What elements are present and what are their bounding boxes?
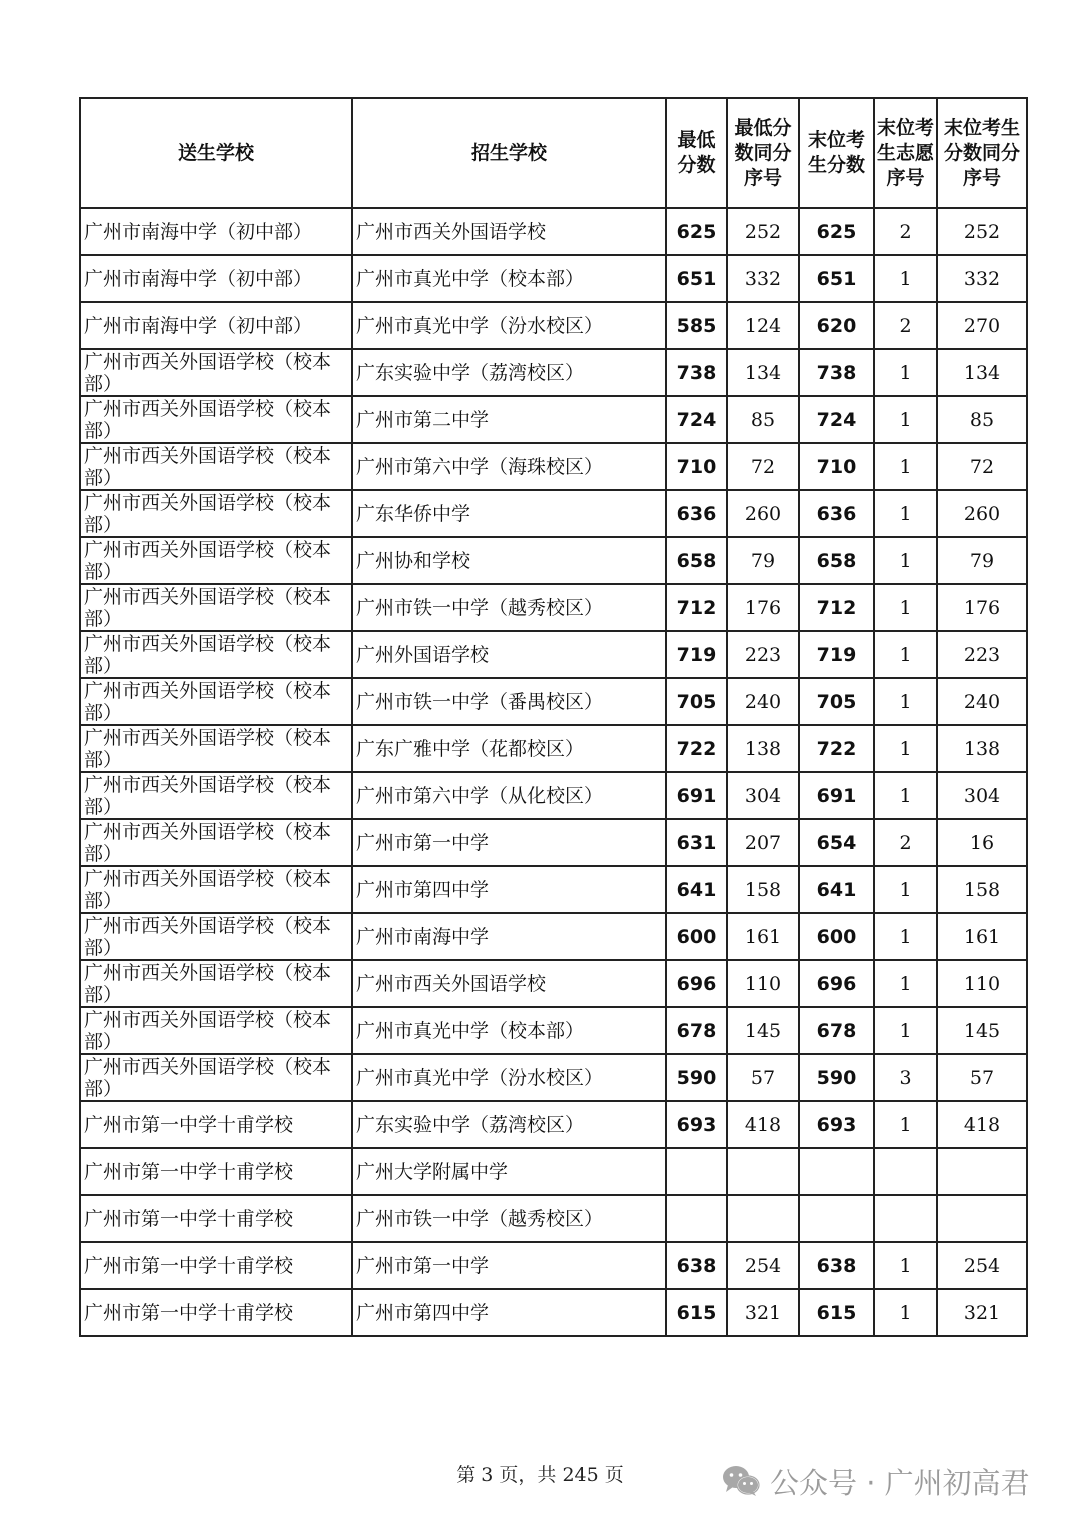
- cell-recruiting-school: 广州市真光中学（汾水校区）: [352, 302, 666, 349]
- cell-last-choice: 1: [874, 866, 937, 913]
- cell-last-rank: 138: [937, 725, 1027, 772]
- cell-sender-school: 广州市西关外国语学校（校本部）: [80, 349, 352, 396]
- cell-min-score-rank: 138: [727, 725, 799, 772]
- cell-last-choice: 1: [874, 725, 937, 772]
- cell-sender-school: 广州市西关外国语学校（校本部）: [80, 631, 352, 678]
- cell-last-choice: 1: [874, 960, 937, 1007]
- cell-last-choice: 1: [874, 913, 937, 960]
- cell-recruiting-school: 广州市铁一中学（番禺校区）: [352, 678, 666, 725]
- cell-recruiting-school: 广州市第四中学: [352, 866, 666, 913]
- cell-min-score-rank: 304: [727, 772, 799, 819]
- cell-recruiting-school: 广州市真光中学（校本部）: [352, 255, 666, 302]
- cell-min-score: 585: [666, 302, 727, 349]
- cell-last-score: 693: [799, 1101, 874, 1148]
- cell-last-choice: 1: [874, 1242, 937, 1289]
- cell-min-score: 693: [666, 1101, 727, 1148]
- table-row: [80, 584, 1027, 631]
- table-row: [80, 443, 1027, 490]
- table-row: [80, 631, 1027, 678]
- cell-sender-school: 广州市西关外国语学校（校本部）: [80, 537, 352, 584]
- cell-sender-school: 广州市西关外国语学校（校本部）: [80, 1007, 352, 1054]
- cell-min-score-rank: [727, 1148, 799, 1195]
- header-last-score: 末位考生分数: [799, 98, 874, 208]
- cell-recruiting-school: 广州协和学校: [352, 537, 666, 584]
- cell-last-score: 722: [799, 725, 874, 772]
- header-sender-school: 送生学校: [80, 98, 352, 208]
- cell-last-score: 691: [799, 772, 874, 819]
- cell-last-score: 724: [799, 396, 874, 443]
- cell-sender-school: 广州市西关外国语学校（校本部）: [80, 819, 352, 866]
- cell-min-score-rank: 176: [727, 584, 799, 631]
- table-row: [80, 725, 1027, 772]
- table-row: [80, 1289, 1027, 1336]
- cell-sender-school: 广州市西关外国语学校（校本部）: [80, 584, 352, 631]
- cell-sender-school: 广州市西关外国语学校（校本部）: [80, 866, 352, 913]
- cell-recruiting-school: 广州市第一中学: [352, 819, 666, 866]
- table-row: [80, 1242, 1027, 1289]
- cell-sender-school: 广州市西关外国语学校（校本部）: [80, 913, 352, 960]
- cell-min-score-rank: 223: [727, 631, 799, 678]
- cell-recruiting-school: 广州市铁一中学（越秀校区）: [352, 1195, 666, 1242]
- cell-last-choice: 1: [874, 349, 937, 396]
- cell-min-score-rank: 72: [727, 443, 799, 490]
- table-row: [80, 1195, 1027, 1242]
- header-last-choice: 末位考生志愿序号: [874, 98, 937, 208]
- cell-sender-school: 广州市南海中学（初中部）: [80, 255, 352, 302]
- cell-last-rank: 254: [937, 1242, 1027, 1289]
- cell-min-score: 678: [666, 1007, 727, 1054]
- table-row: [80, 866, 1027, 913]
- cell-recruiting-school: 广州市真光中学（校本部）: [352, 1007, 666, 1054]
- cell-last-score: 641: [799, 866, 874, 913]
- cell-min-score: 638: [666, 1242, 727, 1289]
- cell-min-score-rank: 85: [727, 396, 799, 443]
- cell-recruiting-school: 广州市真光中学（汾水校区）: [352, 1054, 666, 1101]
- cell-recruiting-school: 广东实验中学（荔湾校区）: [352, 1101, 666, 1148]
- cell-last-rank: [937, 1195, 1027, 1242]
- cell-recruiting-school: 广州市第二中学: [352, 396, 666, 443]
- cell-last-score: 696: [799, 960, 874, 1007]
- cell-last-score: 590: [799, 1054, 874, 1101]
- cell-min-score-rank: 158: [727, 866, 799, 913]
- cell-min-score-rank: 57: [727, 1054, 799, 1101]
- cell-last-choice: 1: [874, 443, 937, 490]
- cell-last-rank: 321: [937, 1289, 1027, 1336]
- cell-last-choice: 2: [874, 819, 937, 866]
- cell-min-score: 724: [666, 396, 727, 443]
- cell-min-score: 719: [666, 631, 727, 678]
- cell-last-rank: 270: [937, 302, 1027, 349]
- cell-min-score-rank: 240: [727, 678, 799, 725]
- cell-recruiting-school: 广州市第一中学: [352, 1242, 666, 1289]
- table-row: [80, 678, 1027, 725]
- cell-min-score-rank: 124: [727, 302, 799, 349]
- cell-min-score: 631: [666, 819, 727, 866]
- cell-recruiting-school: 广州市南海中学: [352, 913, 666, 960]
- score-table: [79, 97, 1028, 1337]
- cell-min-score: 625: [666, 208, 727, 255]
- cell-recruiting-school: 广州市西关外国语学校: [352, 208, 666, 255]
- cell-min-score: 615: [666, 1289, 727, 1336]
- cell-last-rank: 304: [937, 772, 1027, 819]
- cell-min-score: 705: [666, 678, 727, 725]
- cell-last-score: 638: [799, 1242, 874, 1289]
- cell-min-score-rank: 252: [727, 208, 799, 255]
- cell-last-rank: 79: [937, 537, 1027, 584]
- header-min-score: 最低分数: [666, 98, 727, 208]
- cell-recruiting-school: 广东华侨中学: [352, 490, 666, 537]
- cell-last-rank: 16: [937, 819, 1027, 866]
- cell-min-score: 651: [666, 255, 727, 302]
- header-min-score-rank: 最低分数同分序号: [727, 98, 799, 208]
- cell-sender-school: 广州市西关外国语学校（校本部）: [80, 678, 352, 725]
- table-row: [80, 302, 1027, 349]
- cell-last-score: 625: [799, 208, 874, 255]
- cell-last-rank: 240: [937, 678, 1027, 725]
- cell-min-score-rank: 134: [727, 349, 799, 396]
- cell-sender-school: 广州市西关外国语学校（校本部）: [80, 772, 352, 819]
- cell-recruiting-school: 广东实验中学（荔湾校区）: [352, 349, 666, 396]
- cell-last-choice: 1: [874, 537, 937, 584]
- table-row: [80, 349, 1027, 396]
- cell-min-score-rank: 254: [727, 1242, 799, 1289]
- cell-recruiting-school: 广州市第六中学（从化校区）: [352, 772, 666, 819]
- table-header-row: [80, 98, 1027, 208]
- cell-sender-school: 广州市西关外国语学校（校本部）: [80, 960, 352, 1007]
- cell-last-choice: 1: [874, 1289, 937, 1336]
- cell-last-score: 705: [799, 678, 874, 725]
- cell-sender-school: 广州市西关外国语学校（校本部）: [80, 490, 352, 537]
- cell-last-choice: 1: [874, 396, 937, 443]
- cell-last-choice: [874, 1148, 937, 1195]
- cell-min-score: 658: [666, 537, 727, 584]
- cell-last-rank: 134: [937, 349, 1027, 396]
- cell-min-score-rank: 145: [727, 1007, 799, 1054]
- watermark: [722, 1456, 1030, 1506]
- cell-last-rank: 418: [937, 1101, 1027, 1148]
- cell-last-rank: 260: [937, 490, 1027, 537]
- cell-min-score-rank: 110: [727, 960, 799, 1007]
- cell-last-choice: 1: [874, 678, 937, 725]
- cell-min-score: 710: [666, 443, 727, 490]
- cell-min-score-rank: 79: [727, 537, 799, 584]
- cell-recruiting-school: 广州大学附属中学: [352, 1148, 666, 1195]
- cell-last-score: 719: [799, 631, 874, 678]
- cell-last-choice: 1: [874, 772, 937, 819]
- table-row: [80, 1007, 1027, 1054]
- cell-last-score: 658: [799, 537, 874, 584]
- cell-last-choice: 3: [874, 1054, 937, 1101]
- cell-min-score: [666, 1195, 727, 1242]
- header-last-rank: 末位考生分数同分序号: [937, 98, 1027, 208]
- cell-last-rank: 158: [937, 866, 1027, 913]
- cell-recruiting-school: 广州市第六中学（海珠校区）: [352, 443, 666, 490]
- cell-sender-school: 广州市西关外国语学校（校本部）: [80, 1054, 352, 1101]
- cell-recruiting-school: 广州外国语学校: [352, 631, 666, 678]
- cell-last-rank: [937, 1148, 1027, 1195]
- cell-sender-school: 广州市南海中学（初中部）: [80, 302, 352, 349]
- table-row: [80, 913, 1027, 960]
- cell-last-score: [799, 1195, 874, 1242]
- cell-min-score: 712: [666, 584, 727, 631]
- cell-last-choice: 1: [874, 1101, 937, 1148]
- cell-last-score: 710: [799, 443, 874, 490]
- cell-last-rank: 85: [937, 396, 1027, 443]
- cell-last-rank: 72: [937, 443, 1027, 490]
- cell-min-score: 738: [666, 349, 727, 396]
- page-number-text: 第 3 页，共 245 页: [456, 1464, 624, 1486]
- cell-last-rank: 57: [937, 1054, 1027, 1101]
- table-row: [80, 537, 1027, 584]
- cell-last-choice: 2: [874, 302, 937, 349]
- table-row: [80, 490, 1027, 537]
- cell-recruiting-school: 广州市铁一中学（越秀校区）: [352, 584, 666, 631]
- table-row: [80, 255, 1027, 302]
- cell-sender-school: 广州市第一中学十甫学校: [80, 1289, 352, 1336]
- cell-min-score: 600: [666, 913, 727, 960]
- table-row: [80, 819, 1027, 866]
- cell-sender-school: 广州市第一中学十甫学校: [80, 1101, 352, 1148]
- cell-last-choice: 1: [874, 490, 937, 537]
- watermark-text: 公众号 · 广州初高君: [770, 1465, 1030, 1500]
- cell-min-score: 722: [666, 725, 727, 772]
- cell-last-rank: 110: [937, 960, 1027, 1007]
- cell-last-rank: 223: [937, 631, 1027, 678]
- cell-last-rank: 252: [937, 208, 1027, 255]
- cell-min-score: 691: [666, 772, 727, 819]
- cell-last-score: 654: [799, 819, 874, 866]
- cell-last-score: 636: [799, 490, 874, 537]
- cell-last-score: 620: [799, 302, 874, 349]
- cell-recruiting-school: 广东广雅中学（花都校区）: [352, 725, 666, 772]
- cell-min-score-rank: 332: [727, 255, 799, 302]
- cell-last-choice: 1: [874, 631, 937, 678]
- cell-sender-school: 广州市西关外国语学校（校本部）: [80, 443, 352, 490]
- cell-sender-school: 广州市南海中学（初中部）: [80, 208, 352, 255]
- table-row: [80, 1101, 1027, 1148]
- cell-last-rank: 145: [937, 1007, 1027, 1054]
- cell-last-rank: 176: [937, 584, 1027, 631]
- cell-last-rank: 332: [937, 255, 1027, 302]
- cell-last-choice: 2: [874, 208, 937, 255]
- cell-min-score-rank: [727, 1195, 799, 1242]
- cell-min-score-rank: 418: [727, 1101, 799, 1148]
- cell-recruiting-school: 广州市第四中学: [352, 1289, 666, 1336]
- cell-min-score: 696: [666, 960, 727, 1007]
- table-row: [80, 396, 1027, 443]
- table-row: [80, 772, 1027, 819]
- cell-last-choice: [874, 1195, 937, 1242]
- cell-min-score-rank: 207: [727, 819, 799, 866]
- cell-sender-school: 广州市第一中学十甫学校: [80, 1242, 352, 1289]
- cell-last-score: 712: [799, 584, 874, 631]
- cell-sender-school: 广州市西关外国语学校（校本部）: [80, 725, 352, 772]
- header-recruiting-school: 招生学校: [352, 98, 666, 208]
- cell-recruiting-school: 广州市西关外国语学校: [352, 960, 666, 1007]
- cell-min-score: 641: [666, 866, 727, 913]
- wechat-icon: [722, 1464, 760, 1498]
- cell-min-score-rank: 321: [727, 1289, 799, 1336]
- cell-last-score: 615: [799, 1289, 874, 1336]
- cell-sender-school: 广州市第一中学十甫学校: [80, 1148, 352, 1195]
- table-row: [80, 208, 1027, 255]
- cell-min-score: 636: [666, 490, 727, 537]
- cell-last-score: 738: [799, 349, 874, 396]
- cell-last-score: 600: [799, 913, 874, 960]
- cell-last-score: 678: [799, 1007, 874, 1054]
- cell-min-score-rank: 260: [727, 490, 799, 537]
- table-row: [80, 960, 1027, 1007]
- cell-min-score-rank: 161: [727, 913, 799, 960]
- cell-last-rank: 161: [937, 913, 1027, 960]
- cell-min-score: 590: [666, 1054, 727, 1101]
- cell-sender-school: 广州市第一中学十甫学校: [80, 1195, 352, 1242]
- cell-last-choice: 1: [874, 255, 937, 302]
- cell-last-score: [799, 1148, 874, 1195]
- cell-last-choice: 1: [874, 1007, 937, 1054]
- table-row: [80, 1148, 1027, 1195]
- table-body: [80, 208, 1027, 1336]
- cell-sender-school: 广州市西关外国语学校（校本部）: [80, 396, 352, 443]
- cell-last-score: 651: [799, 255, 874, 302]
- table-row: [80, 1054, 1027, 1101]
- cell-min-score: [666, 1148, 727, 1195]
- cell-last-choice: 1: [874, 584, 937, 631]
